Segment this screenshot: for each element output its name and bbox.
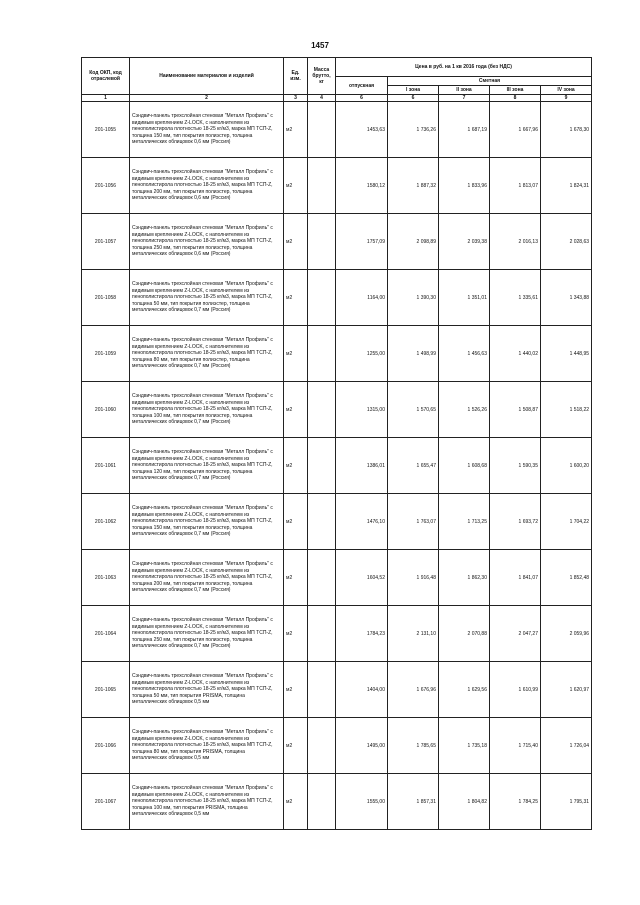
table-row	[82, 158, 592, 214]
price-zone-3: 1 841,07	[490, 550, 541, 606]
material-name: Сэндвич-панель трехслойная стеновая "Металл Профиль" с видимым креплением Z-LOCK, с наполнителем из пенополистирола плотностью 18-25 кг/м3, марка МП ТСП-Z, толщина 250 мм, тип покрытия полиэстер, толщина металлических облицовок 0,6 мм (Россия)	[130, 214, 284, 270]
unit-cell: м2	[284, 326, 308, 382]
table-row	[82, 326, 592, 382]
column-number: 9	[541, 95, 592, 102]
price-zone-3: 1 590,35	[490, 438, 541, 494]
price-zone-4: 1 824,31	[541, 158, 592, 214]
column-number: 2	[130, 95, 284, 102]
price-zone-4: 1 600,20	[541, 438, 592, 494]
price-zone-2: 1 456,63	[439, 326, 490, 382]
table-row	[82, 214, 592, 270]
header-zone-4: IV зона	[541, 86, 592, 95]
price-zone-3: 2 047,27	[490, 606, 541, 662]
table-row	[82, 382, 592, 438]
price-zone-3: 1 440,02	[490, 326, 541, 382]
material-name: Сэндвич-панель трехслойная стеновая "Металл Профиль" с видимым креплением Z-LOCK, с наполнителем из пенополистирола плотностью 18-25 кг/м3, марка МП ТСП-Z, толщина 150 мм, тип покрытия полиэстер, толщина металлических облицовок 0,7 мм (Россия)	[130, 494, 284, 550]
material-name: Сэндвич-панель трехслойная стеновая "Металл Профиль" с видимым креплением Z-LOCK, с наполнителем из пенополистирола плотностью 18-25 кг/м3, марка МП ТСП-Z, толщина 80 мм, тип покрытия PRISMA, толщина металлических облицовок 0,5 мм	[130, 718, 284, 774]
okp-code: 201-1062	[82, 494, 130, 550]
mass-cell	[308, 662, 336, 718]
price-otpusknaya: 1604,52	[336, 550, 388, 606]
unit-cell: м2	[284, 774, 308, 830]
price-zone-3: 1 813,07	[490, 158, 541, 214]
header-zone-2: II зона	[439, 86, 490, 95]
price-otpusknaya: 1453,63	[336, 102, 388, 158]
mass-cell	[308, 382, 336, 438]
okp-code: 201-1067	[82, 774, 130, 830]
price-otpusknaya: 1164,00	[336, 270, 388, 326]
table-row	[82, 438, 592, 494]
price-zone-4: 1 704,22	[541, 494, 592, 550]
price-zone-2: 1 862,30	[439, 550, 490, 606]
page-number: 1457	[311, 41, 329, 50]
material-name: Сэндвич-панель трехслойная стеновая "Металл Профиль" с видимым креплением Z-LOCK, с наполнителем из пенополистирола плотностью 18-25 кг/м3, марка МП ТСП-Z, толщина 50 мм, тип покрытия полиэстер, толщина металлических облицовок 0,7 мм (Россия)	[130, 270, 284, 326]
column-number: 3	[284, 95, 308, 102]
okp-code: 201-1059	[82, 326, 130, 382]
price-zone-3: 1 335,61	[490, 270, 541, 326]
column-number: 6	[336, 95, 388, 102]
price-zone-4: 2 028,63	[541, 214, 592, 270]
unit-cell: м2	[284, 494, 308, 550]
unit-cell: м2	[284, 606, 308, 662]
price-zone-2: 1 713,25	[439, 494, 490, 550]
price-zone-1: 1 676,96	[388, 662, 439, 718]
price-otpusknaya: 1495,00	[336, 718, 388, 774]
price-zone-2: 1 608,68	[439, 438, 490, 494]
okp-code: 201-1058	[82, 270, 130, 326]
mass-cell	[308, 438, 336, 494]
price-zone-2: 1 629,56	[439, 662, 490, 718]
price-zone-4: 1 448,95	[541, 326, 592, 382]
unit-cell: м2	[284, 270, 308, 326]
material-name: Сэндвич-панель трехслойная стеновая "Металл Профиль" с видимым креплением Z-LOCK, с наполнителем из пенополистирола плотностью 18-25 кг/м3, марка МП ТСП-Z, толщина 50 мм, тип покрытия PRISMA, толщина металлических облицовок 0,5 мм	[130, 662, 284, 718]
okp-code: 201-1057	[82, 214, 130, 270]
column-number-row	[82, 95, 592, 102]
price-zone-3: 1 508,87	[490, 382, 541, 438]
price-zone-3: 1 784,25	[490, 774, 541, 830]
price-zone-1: 1 857,31	[388, 774, 439, 830]
price-zone-4: 1 678,30	[541, 102, 592, 158]
unit-cell: м2	[284, 718, 308, 774]
price-otpusknaya: 1555,00	[336, 774, 388, 830]
header-zone-1: I зона	[388, 86, 439, 95]
column-number: 4	[308, 95, 336, 102]
okp-code: 201-1066	[82, 718, 130, 774]
price-zone-1: 1 570,65	[388, 382, 439, 438]
header-mass: Масса брутто, кг	[308, 58, 336, 95]
price-zone-4: 1 795,31	[541, 774, 592, 830]
mass-cell	[308, 550, 336, 606]
unit-cell: м2	[284, 662, 308, 718]
mass-cell	[308, 158, 336, 214]
price-zone-1: 1 887,32	[388, 158, 439, 214]
price-zone-2: 1 735,18	[439, 718, 490, 774]
price-zone-2: 1 351,01	[439, 270, 490, 326]
price-zone-1: 1 655,47	[388, 438, 439, 494]
price-zone-1: 1 390,30	[388, 270, 439, 326]
price-zone-2: 1 833,96	[439, 158, 490, 214]
okp-code: 201-1060	[82, 382, 130, 438]
price-zone-3: 1 715,40	[490, 718, 541, 774]
mass-cell	[308, 102, 336, 158]
header-price-group: Цена в руб. на 1 кв 2016 года (без НДС)	[336, 58, 592, 77]
mass-cell	[308, 270, 336, 326]
price-zone-4: 1 620,97	[541, 662, 592, 718]
price-zone-4: 2 059,96	[541, 606, 592, 662]
table-row	[82, 550, 592, 606]
unit-cell: м2	[284, 550, 308, 606]
table-row	[82, 102, 592, 158]
price-otpusknaya: 1784,23	[336, 606, 388, 662]
price-zone-3: 1 610,99	[490, 662, 541, 718]
column-number: 8	[490, 95, 541, 102]
header-unit: Ед. изм.	[284, 58, 308, 95]
okp-code: 201-1063	[82, 550, 130, 606]
table-row	[82, 270, 592, 326]
price-zone-2: 2 039,38	[439, 214, 490, 270]
header-name: Наименование материалов и изделий	[130, 58, 284, 95]
price-otpusknaya: 1255,00	[336, 326, 388, 382]
material-name: Сэндвич-панель трехслойная стеновая "Металл Профиль" с видимым креплением Z-LOCK, с наполнителем из пенополистирола плотностью 18-25 кг/м3, марка МП ТСП-Z, толщина 100 мм, тип покрытия PRISMA, толщина металлических облицовок 0,5 мм	[130, 774, 284, 830]
okp-code: 201-1061	[82, 438, 130, 494]
price-zone-1: 1 785,65	[388, 718, 439, 774]
price-zone-2: 2 070,88	[439, 606, 490, 662]
header-code: Код ОКП, код отраслевой	[82, 58, 130, 95]
unit-cell: м2	[284, 438, 308, 494]
price-otpusknaya: 1476,10	[336, 494, 388, 550]
price-otpusknaya: 1757,09	[336, 214, 388, 270]
material-name: Сэндвич-панель трехслойная стеновая "Металл Профиль" с видимым креплением Z-LOCK, с наполнителем из пенополистирола плотностью 18-25 кг/м3, марка МП ТСП-Z, толщина 100 мм, тип покрытия полиэстер, толщина металлических облицовок 0,7 мм (Россия)	[130, 382, 284, 438]
table-row	[82, 774, 592, 830]
okp-code: 201-1056	[82, 158, 130, 214]
okp-code: 201-1065	[82, 662, 130, 718]
material-name: Сэндвич-панель трехслойная стеновая "Металл Профиль" с видимым креплением Z-LOCK, с наполнителем из пенополистирола плотностью 18-25 кг/м3, марка МП ТСП-Z, толщина 80 мм, тип покрытия полиэстер, толщина металлических облицовок 0,7 мм (Россия)	[130, 326, 284, 382]
price-zone-1: 1 916,48	[388, 550, 439, 606]
mass-cell	[308, 606, 336, 662]
price-zone-3: 1 693,72	[490, 494, 541, 550]
mass-cell	[308, 214, 336, 270]
price-zone-4: 1 726,04	[541, 718, 592, 774]
price-zone-1: 1 763,07	[388, 494, 439, 550]
header-zone-3: III зона	[490, 86, 541, 95]
column-number: 6	[388, 95, 439, 102]
price-zone-4: 1 343,88	[541, 270, 592, 326]
price-otpusknaya: 1315,00	[336, 382, 388, 438]
mass-cell	[308, 494, 336, 550]
okp-code: 201-1064	[82, 606, 130, 662]
price-otpusknaya: 1580,12	[336, 158, 388, 214]
column-number: 1	[82, 95, 130, 102]
header-smetnaya: Сметная	[388, 77, 592, 86]
table-body	[82, 102, 592, 830]
table-row	[82, 606, 592, 662]
unit-cell: м2	[284, 158, 308, 214]
price-zone-3: 2 016,13	[490, 214, 541, 270]
table-row	[82, 494, 592, 550]
price-zone-2: 1 804,82	[439, 774, 490, 830]
price-table	[81, 57, 592, 830]
mass-cell	[308, 326, 336, 382]
unit-cell: м2	[284, 382, 308, 438]
unit-cell: м2	[284, 102, 308, 158]
mass-cell	[308, 774, 336, 830]
okp-code: 201-1055	[82, 102, 130, 158]
material-name: Сэндвич-панель трехслойная стеновая "Металл Профиль" с видимым креплением Z-LOCK, с наполнителем из пенополистирола плотностью 18-25 кг/м3, марка МП ТСП-Z, толщина 200 мм, тип покрытия полиэстер, толщина металлических облицовок 0,6 мм (Россия)	[130, 158, 284, 214]
table-row	[82, 662, 592, 718]
price-zone-1: 2 098,89	[388, 214, 439, 270]
price-zone-1: 2 131,10	[388, 606, 439, 662]
price-zone-3: 1 667,96	[490, 102, 541, 158]
price-zone-2: 1 526,26	[439, 382, 490, 438]
table-row	[82, 718, 592, 774]
price-otpusknaya: 1386,01	[336, 438, 388, 494]
price-otpusknaya: 1404,00	[336, 662, 388, 718]
price-zone-1: 1 498,99	[388, 326, 439, 382]
price-zone-4: 1 518,22	[541, 382, 592, 438]
price-zone-1: 1 736,26	[388, 102, 439, 158]
mass-cell	[308, 718, 336, 774]
unit-cell: м2	[284, 214, 308, 270]
material-name: Сэндвич-панель трехслойная стеновая "Металл Профиль" с видимым креплением Z-LOCK, с наполнителем из пенополистирола плотностью 18-25 кг/м3, марка МП ТСП-Z, толщина 200 мм, тип покрытия полиэстер, толщина металлических облицовок 0,7 мм (Россия)	[130, 550, 284, 606]
price-zone-2: 1 687,19	[439, 102, 490, 158]
column-number: 7	[439, 95, 490, 102]
material-name: Сэндвич-панель трехслойная стеновая "Металл Профиль" с видимым креплением Z-LOCK, с наполнителем из пенополистирола плотностью 18-25 кг/м3, марка МП ТСП-Z, толщина 150 мм, тип покрытия полиэстер, толщина металлических облицовок 0,6 мм (Россия)	[130, 102, 284, 158]
price-zone-4: 1 852,48	[541, 550, 592, 606]
material-name: Сэндвич-панель трехслойная стеновая "Металл Профиль" с видимым креплением Z-LOCK, с наполнителем из пенополистирола плотностью 18-25 кг/м3, марка МП ТСП-Z, толщина 120 мм, тип покрытия полиэстер, толщина металлических облицовок 0,7 мм (Россия)	[130, 438, 284, 494]
material-name: Сэндвич-панель трехслойная стеновая "Металл Профиль" с видимым креплением Z-LOCK, с наполнителем из пенополистирола плотностью 18-25 кг/м3, марка МП ТСП-Z, толщина 250 мм, тип покрытия полиэстер, толщина металлических облицовок 0,7 мм (Россия)	[130, 606, 284, 662]
header-otpusknaya: отпускная	[336, 77, 388, 95]
